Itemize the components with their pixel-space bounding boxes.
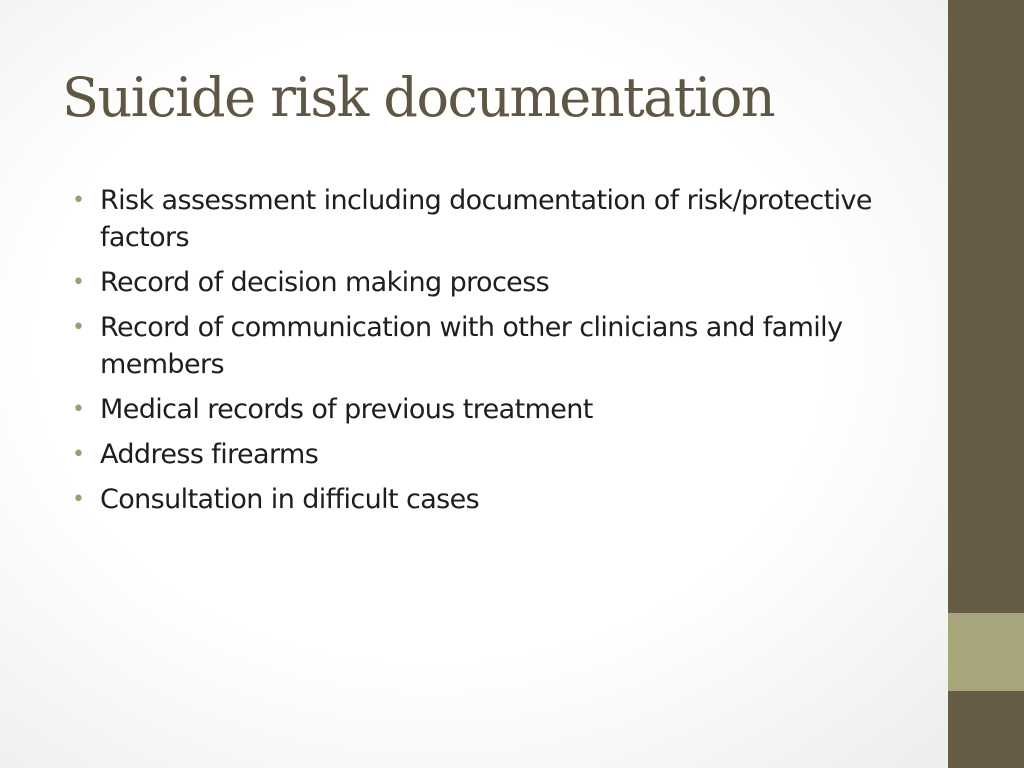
bullet-text: Record of communication with other clinicians and family members — [100, 312, 843, 380]
bullet-item — [72, 264, 932, 301]
bullet-item — [72, 309, 932, 383]
bullet-dot-icon: • — [72, 397, 85, 422]
sidebar-band-bottom — [948, 691, 1024, 768]
bullet-item — [72, 182, 932, 256]
slide-title: Suicide risk documentation — [62, 66, 775, 129]
bullet-dot-icon: • — [72, 315, 85, 340]
bullet-text: Medical records of previous treatment — [100, 394, 593, 425]
bullet-dot-icon: • — [72, 487, 85, 512]
bullet-dot-icon: • — [72, 188, 85, 213]
bullet-text: Record of decision making process — [100, 267, 550, 298]
bullet-dot-icon: • — [72, 442, 85, 467]
bullet-list — [72, 182, 932, 526]
bullet-dot-icon: • — [72, 270, 85, 295]
bullet-item — [72, 391, 932, 428]
bullet-text: Address firearms — [100, 439, 319, 470]
bullet-text: Risk assessment including documentation of risk/protective factors — [100, 185, 872, 253]
bullet-item — [72, 481, 932, 518]
sidebar-band-top — [948, 0, 1024, 613]
bullet-text: Consultation in difficult cases — [100, 484, 480, 515]
bullet-item — [72, 436, 932, 473]
decorative-sidebar — [948, 0, 1024, 768]
sidebar-band-accent — [948, 613, 1024, 691]
